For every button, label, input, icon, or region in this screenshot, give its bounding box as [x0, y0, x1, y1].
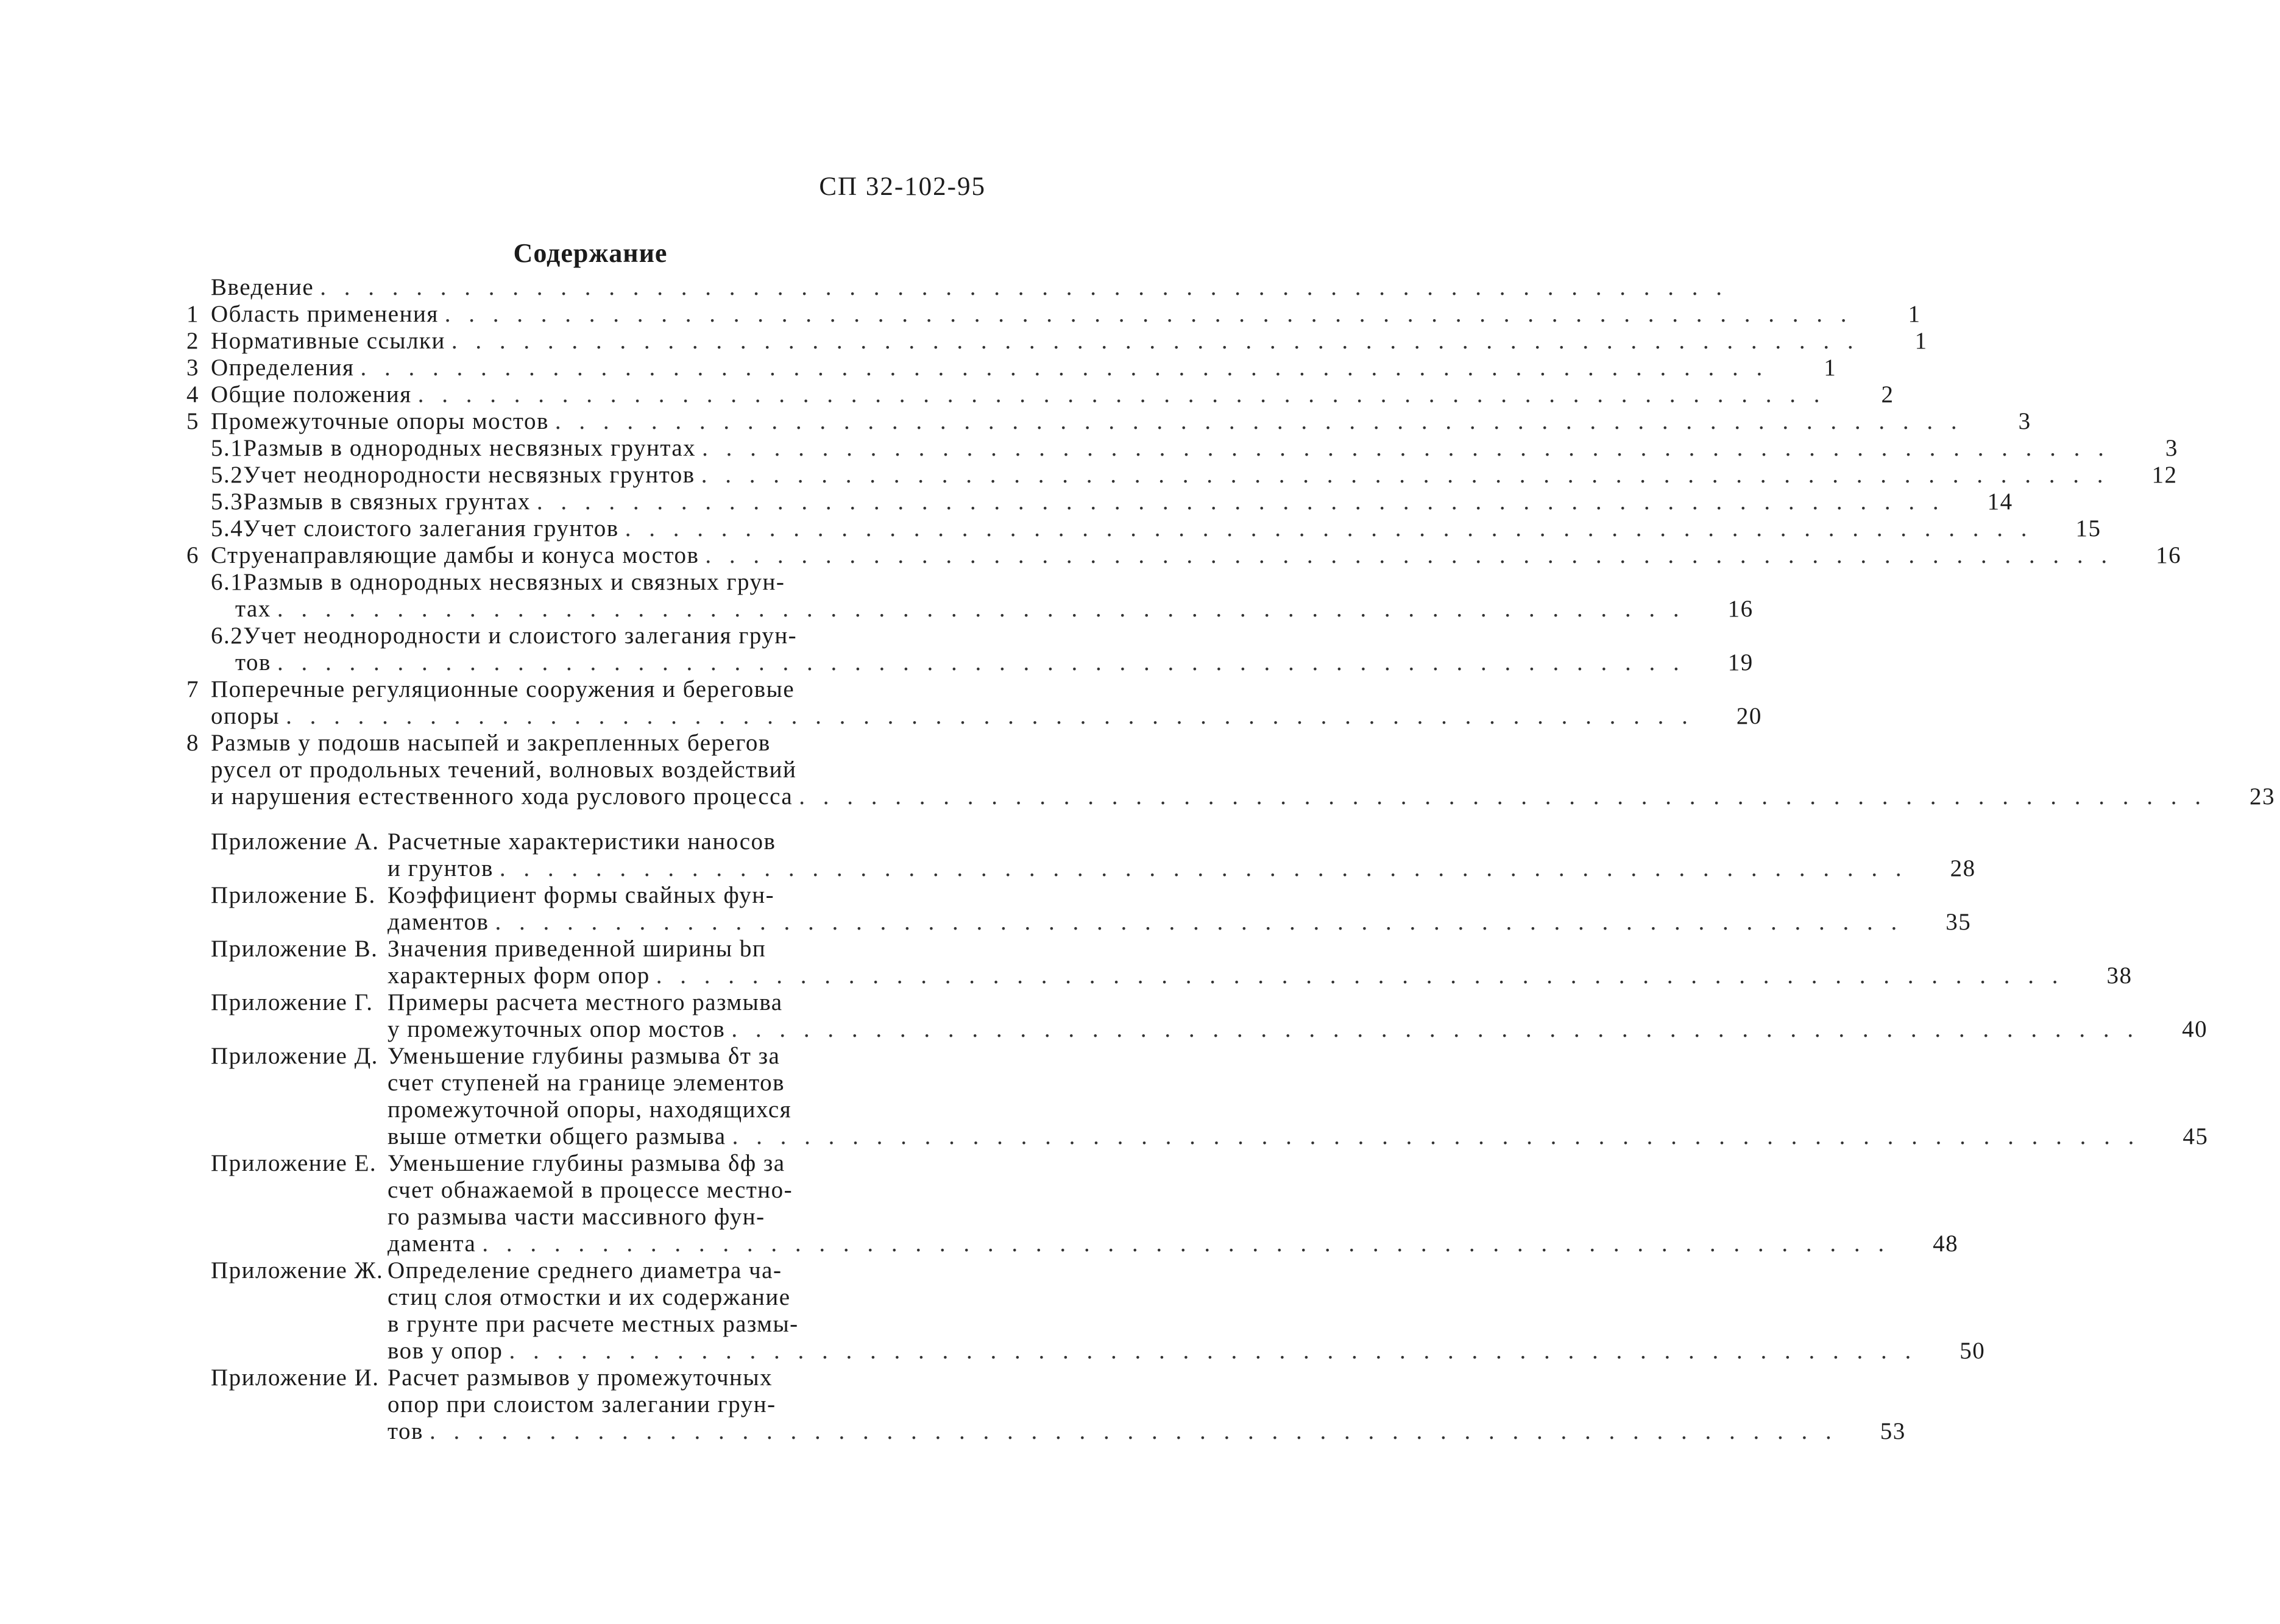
toc-entry-page: 2	[1881, 381, 1894, 408]
appendix-text-wrap	[388, 909, 1903, 936]
toc-entry-text: тах	[235, 596, 271, 622]
appendix-line	[186, 1418, 1906, 1445]
appendix-text: вов у опор	[388, 1338, 503, 1364]
toc-entry-line	[186, 703, 1762, 730]
dot-leader	[656, 962, 2064, 989]
toc-entry-line	[186, 408, 2031, 435]
toc-entry-line	[186, 381, 1894, 408]
appendix-text: счет обнажаемой в процессе местно-	[388, 1177, 793, 1203]
toc-entry-text: Учет слоистого залегания грунтов	[243, 515, 619, 542]
appendix-text: Уменьшение глубины размыва δт за	[388, 1043, 781, 1069]
appendix-text-wrap	[388, 962, 2064, 989]
appendix-text-wrap	[388, 989, 840, 1016]
toc-entry-number: 6.1	[211, 569, 244, 595]
table-of-contents	[186, 274, 2275, 1445]
appendix-text-wrap	[388, 1043, 840, 1070]
toc-entry-page: 16	[2156, 542, 2182, 568]
toc-entry-number: 7	[186, 676, 199, 702]
dot-leader	[277, 649, 1685, 676]
appendix-label: Приложение Ж.	[211, 1257, 384, 1283]
toc-entry-line	[186, 542, 2182, 569]
appendix-label: Приложение В.	[211, 936, 378, 962]
dot-leader	[798, 1096, 840, 1123]
toc-entry-page: 1	[1908, 301, 1921, 327]
appendix-text-wrap	[388, 1257, 840, 1284]
toc-entry-text: тов	[235, 649, 271, 676]
appendix-text-wrap	[388, 1016, 2139, 1043]
appendix-line	[186, 1338, 1986, 1365]
toc-entry-text: Учет неоднородности и слоистого залегания грун-	[243, 623, 798, 649]
toc-entry-line	[186, 274, 949, 301]
toc-entry-text: Размыв в однородных несвязных и связных грун-	[243, 569, 785, 595]
dot-leader	[805, 1311, 840, 1338]
toc-entry-line	[186, 596, 1754, 623]
dot-leader	[788, 1257, 840, 1284]
dot-leader	[799, 783, 2207, 810]
appendix-line	[186, 1177, 949, 1204]
toc-entry-number: 3	[186, 355, 199, 381]
appendix-page: 35	[1945, 909, 1972, 935]
appendix-text: в грунте при расчете местных размы-	[388, 1311, 799, 1337]
dot-leader	[482, 1230, 1890, 1257]
appendix-page: 48	[1933, 1230, 1959, 1257]
toc-entry-line	[186, 783, 2275, 810]
appendix-line	[186, 1311, 949, 1338]
toc-entry-line	[186, 301, 1921, 328]
toc-entry-number: 5.1	[211, 435, 244, 461]
dot-leader	[731, 1016, 2139, 1043]
appendix-line	[186, 882, 949, 909]
toc-entry-page: 12	[2151, 462, 2178, 488]
document-code: СП 32-102-95	[819, 172, 986, 201]
appendix-text-wrap	[388, 1284, 840, 1311]
appendix-line	[186, 1284, 949, 1311]
appendix-text: Расчетные характеристики наносов	[388, 828, 776, 855]
dot-leader	[779, 1365, 840, 1391]
toc-entry-line	[186, 328, 1928, 355]
appendix-text: опор при слоистом залегании грун-	[388, 1391, 776, 1417]
toc-entry-number: 5.2	[211, 462, 244, 488]
appendix-line	[186, 1150, 949, 1177]
appendix-text-wrap	[388, 855, 1908, 882]
toc-entry-number: 1	[186, 301, 199, 327]
appendix-text-wrap	[388, 1123, 2140, 1150]
appendix-text-wrap	[388, 1177, 840, 1204]
toc-entry-line	[186, 569, 949, 596]
appendix-page: 53	[1880, 1418, 1906, 1444]
appendix-text: Уменьшение глубины размыва δф за	[388, 1150, 785, 1176]
appendix-line	[186, 1016, 2208, 1043]
dot-leader	[277, 596, 1685, 623]
appendix-text: Коэффициент формы свайных фун-	[388, 882, 775, 908]
appendix-text: счет ступеней на границе элементов	[388, 1070, 785, 1096]
dot-leader	[360, 355, 1768, 381]
toc-entry-page: 19	[1727, 649, 1754, 676]
appendix-text: Примеры расчета местного размыва	[388, 989, 783, 1015]
dot-leader	[418, 381, 1826, 408]
appendix-line	[186, 1230, 1959, 1257]
toc-entry-number: 6	[186, 542, 199, 568]
toc-entry-text: Размыв у подошв насыпей и закрепленных берегов	[211, 730, 771, 756]
toc-entry-number: 6.2	[211, 623, 244, 649]
appendix-text-wrap	[388, 1338, 1917, 1365]
appendix-text: Расчет размывов у промежуточных	[388, 1365, 773, 1391]
appendix-label: Приложение Б.	[211, 882, 376, 908]
toc-entry-number: 8	[186, 730, 199, 756]
appendix-text-wrap	[388, 1204, 840, 1230]
dot-leader	[430, 1418, 1838, 1445]
appendix-line	[186, 1391, 949, 1418]
appendix-text-wrap	[388, 1150, 840, 1177]
appendix-line	[186, 936, 949, 962]
appendix-text: характерных форм опор	[388, 962, 650, 989]
toc-entry-page: 1	[1824, 355, 1837, 381]
toc-entry-line	[186, 676, 949, 703]
toc-entry-text: Размыв в связных грунтах	[243, 489, 531, 515]
dot-leader	[781, 882, 840, 909]
dot-leader	[286, 703, 1694, 730]
appendix-line	[186, 828, 949, 855]
appendix-text: стиц слоя отмостки и их содержание	[388, 1284, 791, 1310]
appendix-text-wrap	[388, 882, 840, 909]
toc-entry-text: Учет неоднородности несвязных грунтов	[243, 462, 695, 488]
toc-entry-text: Введение	[211, 274, 314, 300]
toc-entry-page: 15	[2075, 515, 2101, 542]
toc-entry-line	[186, 355, 1837, 381]
appendix-page: 45	[2183, 1123, 2209, 1149]
toc-entry-page: 20	[1736, 703, 1762, 729]
appendix-page: 50	[1960, 1338, 1986, 1364]
toc-entry-text: русел от продольных течений, волновых воздействий	[211, 757, 797, 783]
appendix-text-wrap	[388, 828, 840, 855]
appendix-line	[186, 909, 1972, 936]
toc-entry-line	[186, 489, 2013, 515]
dot-leader	[782, 828, 840, 855]
toc-entry-line	[186, 649, 1754, 676]
appendix-text-wrap	[388, 1096, 840, 1123]
appendix-label: Приложение Д.	[211, 1043, 378, 1069]
dot-leader	[786, 1043, 840, 1070]
toc-entry-text: Струенаправляющие дамбы и конуса мостов	[211, 542, 699, 568]
toc-entry-page: 16	[1727, 596, 1754, 622]
dot-leader	[701, 462, 2109, 489]
dot-leader	[625, 515, 2033, 542]
dot-leader	[320, 274, 1728, 301]
appendix-label: Приложение А.	[211, 828, 380, 855]
toc-entry-page: 23	[2250, 783, 2275, 810]
toc-entry-text: Размыв в однородных несвязных грунтах	[243, 435, 696, 461]
toc-entry-page: 3	[2165, 435, 2178, 461]
dot-leader	[500, 855, 1908, 882]
toc-entry-number: 5	[186, 408, 199, 434]
toc-entry-text: опоры	[211, 703, 280, 729]
dot-leader	[495, 909, 1903, 936]
toc-entry-line	[186, 462, 2178, 489]
toc-entry-line	[186, 623, 949, 649]
toc-entry-text: Поперечные регуляционные сооружения и береговые	[211, 676, 795, 702]
toc-entry-page: 1	[1914, 328, 1928, 354]
appendix-text-wrap	[388, 936, 840, 962]
appendix-text: Определение среднего диаметра ча-	[388, 1257, 782, 1283]
appendix-label: Приложение Г.	[211, 989, 374, 1015]
dot-leader	[705, 542, 2113, 569]
appendix-text: го размыва части массивного фун-	[388, 1204, 765, 1230]
dot-leader	[797, 1284, 840, 1311]
appendix-text-wrap	[388, 1418, 1838, 1445]
toc-entry-text: Промежуточные опоры мостов	[211, 408, 549, 434]
appendix-line	[186, 1123, 2209, 1150]
appendix-line	[186, 1257, 949, 1284]
appendix-line	[186, 1096, 949, 1123]
dot-leader	[702, 435, 2110, 462]
appendix-label: Приложение Е.	[211, 1150, 377, 1176]
appendix-page: 40	[2182, 1016, 2208, 1042]
appendix-label: Приложение И.	[211, 1365, 380, 1391]
toc-entry-line	[186, 730, 949, 757]
appendix-text-wrap	[388, 1230, 1890, 1257]
dot-leader	[451, 328, 1860, 355]
dot-leader	[791, 1150, 840, 1177]
appendix-text: у промежуточных опор мостов	[388, 1016, 726, 1042]
toc-entry-text: Определения	[211, 355, 355, 381]
toc-entry-line	[186, 515, 2101, 542]
appendix-text: даментов	[388, 909, 489, 935]
toc-entry-number: 5.3	[211, 489, 244, 515]
toc-entry-number: 5.4	[211, 515, 244, 542]
appendix-page: 28	[1950, 855, 1976, 881]
dot-leader	[509, 1338, 1917, 1365]
toc-entry-page: 3	[2018, 408, 2031, 434]
appendix-text: выше отметки общего размыва	[388, 1123, 726, 1149]
appendix-text-wrap	[388, 1391, 840, 1418]
appendix-line	[186, 1365, 949, 1391]
toc-entry-line	[186, 757, 949, 783]
dot-leader	[791, 1070, 840, 1096]
dot-leader	[771, 1204, 840, 1230]
dot-leader	[555, 408, 1963, 435]
appendix-page: 38	[2106, 962, 2133, 989]
appendix-text: дамента	[388, 1230, 476, 1257]
toc-title: Содержание	[513, 238, 668, 268]
appendix-line	[186, 989, 949, 1016]
toc-entry-number: 2	[186, 328, 199, 354]
dot-leader	[732, 1123, 2140, 1150]
appendix-line	[186, 855, 1976, 882]
dot-leader	[799, 1177, 840, 1204]
toc-entry-line	[186, 435, 2178, 462]
appendix-text: Значения приведенной ширины bп	[388, 936, 766, 962]
dot-leader	[789, 989, 840, 1016]
appendix-text-wrap	[388, 1365, 840, 1391]
toc-entry-text: Общие положения	[211, 381, 412, 408]
toc-entry-text: Нормативные ссылки	[211, 328, 445, 354]
appendix-text: и грунтов	[388, 855, 494, 881]
toc-entry-page: 14	[1987, 489, 2013, 515]
appendix-text-wrap	[388, 1070, 840, 1096]
appendix-text: промежуточной опоры, находящихся	[388, 1096, 792, 1123]
dot-leader	[445, 301, 1853, 328]
dot-leader	[782, 1391, 840, 1418]
appendix-text: тов	[388, 1418, 423, 1444]
appendix-line	[186, 1043, 949, 1070]
appendix-line	[186, 1204, 949, 1230]
toc-entry-number: 4	[186, 381, 199, 408]
dot-leader	[537, 489, 1945, 515]
toc-entry-text: Область применения	[211, 301, 439, 327]
appendix-text-wrap	[388, 1311, 840, 1338]
appendix-line	[186, 1070, 949, 1096]
appendix-line	[186, 962, 2133, 989]
dot-leader	[772, 936, 840, 962]
toc-entry-text: и нарушения естественного хода руслового процесса	[211, 783, 793, 810]
